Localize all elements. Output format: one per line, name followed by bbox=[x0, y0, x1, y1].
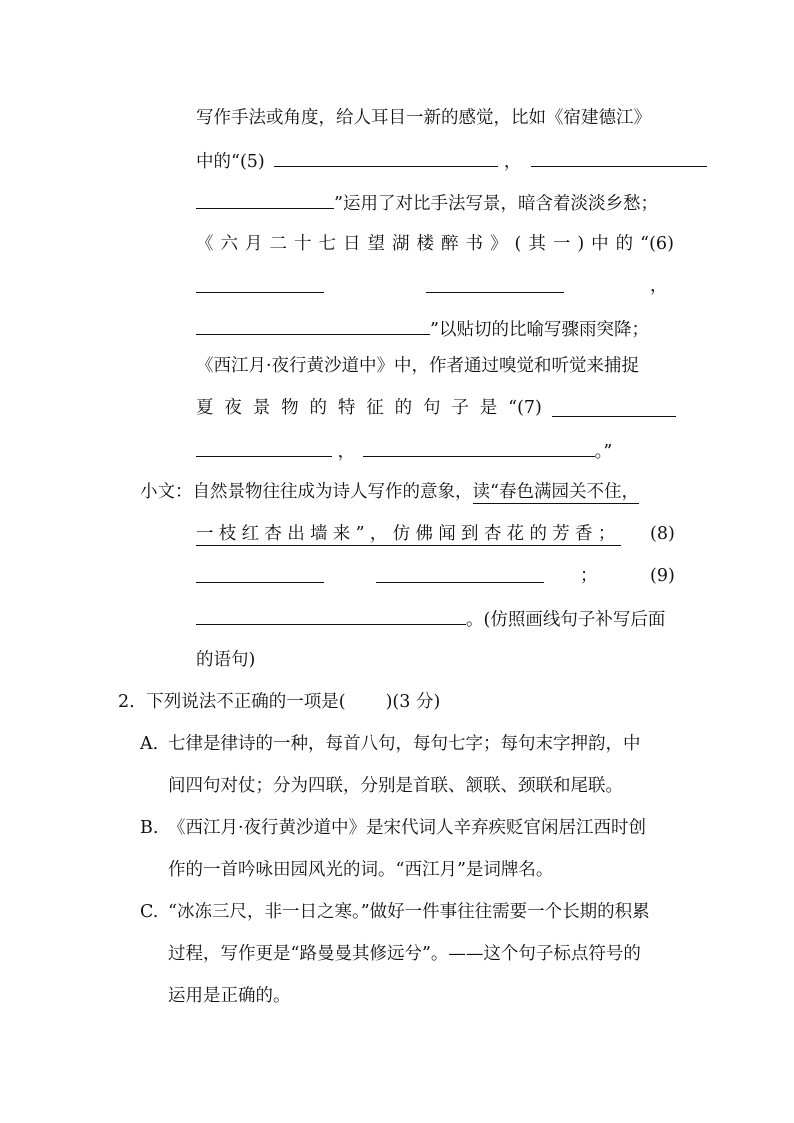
underlined-sentence: 一枝红杏出墙来”，仿佛闻到杏花的芳香； bbox=[196, 524, 621, 544]
answer-blank-7a[interactable] bbox=[552, 398, 676, 417]
instruction-text: 。(仿照画线句子补写后面 bbox=[466, 610, 666, 630]
answer-blank-9[interactable] bbox=[196, 606, 466, 625]
mark-8: (8) bbox=[650, 524, 675, 544]
char: 物 bbox=[281, 398, 299, 418]
char: 的 bbox=[394, 398, 413, 418]
underlined-sentence: 读“春色满园关不住， bbox=[472, 482, 639, 502]
option-a-line-2: 间四句对仗；分为四联，分别是首联、颔联、颈联和尾联。 bbox=[168, 776, 623, 796]
char: 十 bbox=[294, 234, 312, 254]
answer-blank-7c[interactable] bbox=[363, 438, 595, 457]
char: 其 bbox=[528, 234, 546, 254]
option-b-letter[interactable]: B. bbox=[140, 818, 159, 838]
char: 《 bbox=[196, 234, 214, 254]
option-b-line-1: 《西江月·夜行黄沙道中》是宋代词人辛弃疾贬官闲居江西时创 bbox=[168, 818, 647, 838]
xiaowen-line-5: 的语句) bbox=[196, 650, 256, 670]
q1-line-7: 《西江月·夜行黄沙道中》中，作者通过嗅觉和听觉来捕捉 bbox=[196, 356, 640, 376]
q1-line-2 bbox=[196, 148, 707, 174]
char: 一 bbox=[552, 234, 571, 254]
char: ( bbox=[514, 234, 522, 254]
q1-line-9 bbox=[196, 438, 612, 464]
answer-blank-5a[interactable] bbox=[274, 148, 498, 167]
char: 夏 bbox=[196, 398, 214, 418]
answer-blank-8b[interactable] bbox=[376, 564, 544, 583]
char: ) bbox=[577, 234, 585, 254]
q2-stem bbox=[118, 690, 440, 714]
xiaowen-line-1 bbox=[140, 480, 639, 504]
char: 句 bbox=[423, 398, 441, 418]
speaker-label: 小文： bbox=[140, 482, 193, 502]
xiaowen-line-2 bbox=[196, 522, 674, 546]
char: 的 bbox=[309, 398, 327, 418]
char: 征 bbox=[366, 398, 384, 418]
comma: ， bbox=[650, 276, 668, 296]
char: 景 bbox=[252, 398, 271, 418]
answer-blank-6a[interactable] bbox=[196, 274, 324, 293]
option-c-letter[interactable]: C. bbox=[140, 902, 159, 922]
char: 日 bbox=[343, 234, 361, 254]
q1-line-5 bbox=[196, 274, 674, 300]
xiaowen-line-4 bbox=[196, 606, 665, 632]
char: 子 bbox=[451, 398, 469, 418]
char: 的 bbox=[615, 234, 634, 254]
char: 七 bbox=[318, 234, 336, 254]
char: 中 bbox=[591, 234, 609, 254]
option-b-line-2: 作的一首吟咏田园风光的词。“西江月”是词牌名。 bbox=[168, 860, 554, 880]
mark-9: (9) bbox=[650, 566, 675, 586]
char: 醉 bbox=[441, 234, 459, 254]
char: 楼 bbox=[416, 234, 434, 254]
option-c-line-1: “冰冻三尺，非一日之寒。”做好一件事往往需要一个长期的积累 bbox=[168, 902, 650, 922]
char: 湖 bbox=[392, 234, 410, 254]
answer-blank-5b[interactable] bbox=[531, 148, 707, 167]
q1-line-3-text: ”运用了对比手法写景，暗含着淡淡乡愁； bbox=[334, 194, 658, 214]
char: 望 bbox=[367, 234, 385, 254]
question-text: 下列说法不正确的一项是( bbox=[146, 692, 346, 712]
xiaowen-text: 自然景物往往成为诗人写作的意象， bbox=[192, 482, 473, 502]
period-quote: 。” bbox=[594, 442, 613, 462]
option-c-line-2: 过程，写作更是“路曼曼其修远兮”。——这个句子标点符号的 bbox=[168, 944, 641, 964]
question-number: 2. bbox=[118, 692, 135, 712]
char: 是 bbox=[479, 398, 498, 418]
q1-line-4 bbox=[196, 232, 674, 256]
char: 》 bbox=[490, 234, 508, 254]
answer-blank-8a[interactable] bbox=[196, 564, 324, 583]
answer-blank-6c[interactable] bbox=[196, 316, 430, 335]
q1-line-1: 写作手法或角度，给人耳目一新的感觉，比如《宿建德江》 bbox=[196, 108, 651, 128]
char: 二 bbox=[269, 234, 287, 254]
q1-blank5-prefix: 中的“(5) bbox=[196, 152, 265, 172]
char: 夜 bbox=[224, 398, 242, 418]
char: “(6) bbox=[640, 234, 674, 254]
comma: ， bbox=[337, 442, 356, 462]
char: “(7) bbox=[508, 398, 542, 418]
question-score: )(3 分) bbox=[385, 692, 441, 712]
q1-line-6-text: ”以贴切的比喻写骤雨突降； bbox=[430, 320, 649, 340]
comma: ， bbox=[503, 152, 522, 172]
char: 特 bbox=[337, 398, 356, 418]
option-a-line-1: 七律是律诗的一种，每首八句，每句七字；每句末字押韵，中 bbox=[168, 734, 641, 754]
option-a-letter[interactable]: A. bbox=[140, 734, 159, 754]
answer-blank-5c[interactable] bbox=[196, 190, 334, 209]
char: 六 bbox=[220, 234, 238, 254]
answer-blank-6b[interactable] bbox=[426, 274, 564, 293]
semicolon: ； bbox=[580, 566, 598, 586]
q1-line-3 bbox=[196, 190, 658, 216]
xiaowen-line-3 bbox=[196, 564, 674, 590]
option-c-line-3: 运用是正确的。 bbox=[168, 986, 291, 1006]
char: 书 bbox=[465, 234, 483, 254]
char: 月 bbox=[245, 234, 263, 254]
answer-blank-7b[interactable] bbox=[196, 438, 332, 457]
q1-line-6 bbox=[196, 316, 649, 342]
